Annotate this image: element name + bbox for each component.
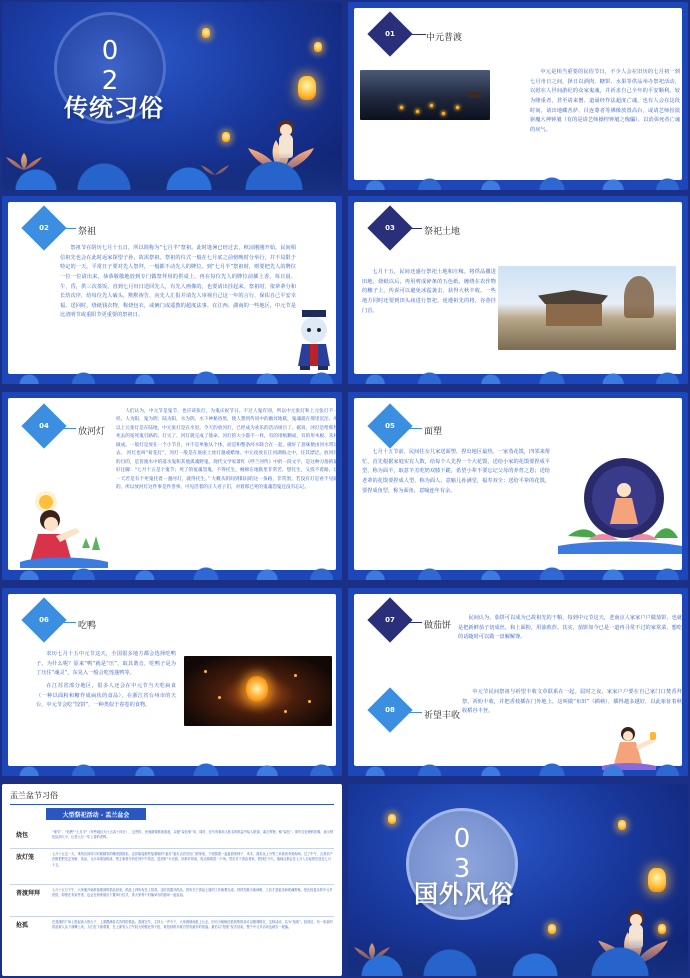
section-number-bottom: 2 <box>101 66 119 96</box>
body-text <box>362 448 550 570</box>
ghost-figure-icon <box>292 308 336 372</box>
slide-title: 中元普渡 <box>426 33 463 43</box>
title-underline <box>408 712 422 713</box>
lantern-icon <box>388 814 396 824</box>
body-text <box>36 650 176 766</box>
paragraph: 祭祖节在阴历七月十五日，所以简称为“七月半”祭祖。此时逢暑已经过去，秋凉刚刚开始。民间相信祖先也会在此时返家探望子孙，故需祭祖。祭祖的仪式一般在七月底之前傍晚时分举行，并不局限于特定的一天。平常日子要对先人祭拜，一般都不动先人的牌位。到“七月半”祭祖时，则要把先人的牌位一位一位请出来，恭恭敬敬地放到专门做祭拜用的供桌上，再在每位先人的牌位前插上香，每日晨、午、昏，供三次茶饭，直到七月卅日送回先人，有先人画像的，也要请出挂起来。祭祖时，依辈辈分和长幼次序，给每位先人磕头，默默祷告，向先人汇报并请先人审视自己这一年的言行，保佑自己平安幸福。送回时，烧纸钱衣物，称烧包衣，或俩门或遥教的超度法事。在江西、湖南的一些地区，中元节是比清明节或重阳节更重要的祭祖日。 <box>60 245 296 319</box>
badge-number: 04 <box>39 422 49 430</box>
slide-title: 吃鸭 <box>78 621 97 631</box>
wave-decoration <box>348 370 688 384</box>
lamp-dot <box>294 674 297 677</box>
slide-title: 祭祖 <box>78 227 97 237</box>
slide-panel <box>8 594 336 766</box>
lamp-dot <box>400 106 403 109</box>
slide-title: 做茄饼 <box>424 621 452 631</box>
title-underline <box>408 428 422 429</box>
slide-02[interactable] <box>2 196 342 384</box>
temple-photo <box>498 266 676 350</box>
wave-decoration <box>348 176 688 190</box>
wave-decoration <box>2 370 342 384</box>
table-row <box>10 852 334 884</box>
table-heading: 盂兰盆节习俗 <box>10 791 58 800</box>
body-text <box>530 68 680 178</box>
slide-title: 放河灯 <box>78 427 106 437</box>
slide-panel <box>354 398 682 570</box>
lamp-dot <box>456 106 459 109</box>
row-divider <box>10 848 334 849</box>
slide-panel <box>8 202 336 374</box>
title-underline <box>62 228 76 229</box>
row-divider <box>10 916 334 917</box>
slide-title: 祈望丰收 <box>424 711 461 721</box>
body-text <box>458 614 682 666</box>
slide-panel <box>354 594 682 766</box>
lamp-dot <box>416 110 419 113</box>
wave-decoration <box>348 566 688 580</box>
sky-lantern <box>246 676 268 702</box>
lamp-dot <box>442 112 445 115</box>
cloud-decoration <box>2 152 342 190</box>
badge-number: 01 <box>385 30 395 38</box>
section-number-top: 0 <box>453 824 471 854</box>
slide-05[interactable] <box>348 392 688 580</box>
paragraph: 中元是相当重要的民俗节日，不少人会在旧历的七月初一到七月卅日之间，择日以酒肉、糖饼、水果等供品举办祭祀活动，以慰在人世间游纪的众家鬼魂，并祈求自己全年的平安顺利。较为隆重者，甚至请来僧、道诵经作法超度亡魂。也有人会在这段时间，请出地藏菩萨、目连尊者等佛像放置高台，或请艺师扮演驱魔大神钟馗（有的是请艺师操控钟馗之傀儡），以消弭死者亡魂的戾气。 <box>530 69 680 133</box>
row-label: 放灯笼 <box>16 854 35 861</box>
row-divider <box>10 884 334 885</box>
wave-decoration <box>2 566 342 580</box>
title-underline <box>408 34 426 35</box>
badge-number: 02 <box>39 224 49 232</box>
slide-06[interactable] <box>2 588 342 776</box>
lamp-dot <box>430 104 433 107</box>
table-banner: 大型祭祀活动 - 盂兰盆会 <box>46 808 146 820</box>
wave-decoration <box>348 762 688 776</box>
paragraph: 农历七月十五中元节这天，全国很多地方都会选择吃鸭子。为什么呢？原来“鸭”就是“压”，取其谐音，吃鸭子是为了压住“魂灵”，东晃入一般会吃莲蓬鸭等。 <box>36 651 176 677</box>
lantern-icon <box>648 868 666 892</box>
slide-title: 面塑 <box>424 427 443 437</box>
temple-wall <box>546 304 602 326</box>
slide-panel <box>8 398 336 570</box>
badge-number: 05 <box>385 422 395 430</box>
slide-title: 祭祀土地 <box>424 227 461 237</box>
section-title: 国外风俗 <box>414 880 514 908</box>
slide-panel <box>354 202 682 374</box>
table-row <box>10 830 334 848</box>
ullambana-table-slide[interactable] <box>2 784 342 976</box>
body-text <box>60 244 296 372</box>
paragraph: 民间认为，茄饼可以成为已故祖先的干粮，每到中元节这天，老南京人家家户户做茄饼，也就是把新鲜茄子切成丝，和上面粉，用油煎炸。其实，茄饼如今已是一道再寻常不过的家常菜，想吃的话随时可以做一盘解解馋。 <box>458 615 682 641</box>
row-label: 烧包 <box>16 832 29 839</box>
body-text <box>116 408 338 570</box>
temple-roof <box>538 290 608 304</box>
slide-01[interactable] <box>348 2 688 190</box>
title-underline <box>62 428 76 429</box>
lantern-icon <box>314 42 322 52</box>
lamp-dot <box>284 710 287 713</box>
row-label: 普渡拜拜 <box>16 890 41 897</box>
boat-shape <box>468 92 482 98</box>
sky-lantern-photo <box>184 656 332 726</box>
lantern-icon <box>222 132 230 142</box>
row-text: 七月十五日下午，大家便开始准备要被的供品回来，供品上拜所有先上祭香。这时放置开供品，供有关于供品上面的工作就要完成，拜拜先敬天地神明，之后才是祖先和孤魂野鬼，是比较复杂的中元节民俗，即使在有条件者，也会在两家屋出下置举行仪式，供大家每个村落举办的道场一起参加。 <box>52 888 333 898</box>
cloud-decoration <box>348 938 688 976</box>
tree-shape <box>624 276 654 318</box>
slide-04[interactable] <box>2 392 342 580</box>
paragraph: 中元节民间祭祖与祈望丰收文草联系在一起。届时之夜，家家户户要在自己家门口焚香拜祭，祈盼丰收，并把香枝插在门外地上，这叫做“布田”（插秧），插得越多越好，以此象征着秋收稻谷丰登。 <box>462 689 682 715</box>
lantern-icon <box>618 820 626 830</box>
slide-panel <box>354 8 682 180</box>
moon-girl-icon <box>558 454 682 554</box>
body-text <box>362 268 496 372</box>
paragraph: 在江苏省部分地区，很多人还会在中元节当天吃扁食（一种以面粉和糖作成扁状的食品），在浙江省台州市的天台，中元节会吃“饺饼”，一种类似于春卷的食物。 <box>36 682 176 709</box>
badge-number: 03 <box>385 224 395 232</box>
cover-slide-03[interactable] <box>348 784 688 976</box>
lantern-icon <box>202 28 210 38</box>
paragraph: 七月十五，民间还盛行祭祀土地和庄稼。将供品撒进田地，烧纸以后，再用剪成碎条的五色纸，缠绕在农作物的穗子上。传说可以避免冰雹袭击，获得大秋丰收。一些地方同时还要到田头庙进行祭祀。逆遵祖先的将，谷巷挂门首。 <box>362 269 496 314</box>
wave-decoration <box>2 762 342 776</box>
table-row <box>10 920 334 968</box>
lantern-icon <box>548 924 556 934</box>
table-row <box>10 888 334 916</box>
lamp-dot <box>308 700 311 703</box>
slide-03[interactable] <box>348 196 688 384</box>
row-text: “鬼节”、“佑秧”“七月半”（有些地区为十五或十四日），这些时，民间最要都备准备，以便“烧包鬼”用，同时，在写有事用人姓名的纸袋中装入纸钱、素衣等物，称“烧包”。即作过处理的吃喝，表示焚化烧到大小，让老人行一年上香的老鸭。 <box>52 830 334 840</box>
row-text: 在普渡的广场上搭起高大的台子，上面摆满各式各样的供品。普渡完毕，主持人一声令下，大家刹那间抢上台去，因为当地相信抢到的供品可以避邪除灾，这种活动，名为“抢孤”。抢孤后，有一条条的供品被人从下面攀上来，人们在下面观看，在上面有人力气较大的强壮男子抢，谁抢到的多就自然有最多的祝福。最后以“抢孤”仪式结束，整个中元节活动也就告一段落。 <box>52 920 333 930</box>
badge-number: 08 <box>385 706 395 714</box>
river-lantern-photo <box>360 70 490 120</box>
slide-07-08[interactable] <box>348 588 688 776</box>
badge-number: 07 <box>385 616 395 624</box>
heading-rule <box>10 804 334 805</box>
lamp-dot <box>218 696 221 699</box>
badge-number: 06 <box>39 616 49 624</box>
section-title: 传统习俗 <box>64 94 164 122</box>
title-underline <box>408 228 422 229</box>
lantern-icon <box>298 76 316 100</box>
section-number-top: 0 <box>101 36 119 66</box>
paragraph: 七月十五节前，民间往女儿家送面塑，捏出地区最热。一家蒸花馍，四邻来帮忙，首先根据家庭实有人数，给每个人先捏一个大花馍，送给小家的花馍要捏成平型，称为面羊，取意羊羔吃奶双膝下跪，希望小辈不要忘记父母的养育之恩；送给老辈的花馍要捏成人型，称为面人，意喻儿孙满堂，福寿双全；送给平辈的花馍，要捏成鱼型，称为面鱼，意喻连年有余。 <box>362 449 550 494</box>
row-label: 抢孤 <box>16 922 29 929</box>
paragraph: 人们认为，中元节是鬼节，也应该张灯，为鬼庆祝节日。不过人鬼有别，所以中元张灯和上元张灯不一样。人为阳，鬼为阴；陆为阳，水为阴。水下神秘昏黑，使人想到传说中的幽冥地狱，鬼魂就在那里沉沦。所以上元张灯是在陆地，中元张灯是在水里。今天的放河灯，已经成为欢乐的活动项目了。据说，河灯是给那些死去的冤死鬼引路的。灯灭了，河灯就完成了使命。河灯的大小都不一样，有的用纸糊成，有的用木板、禾秆做成。一般灯是放在一个小节目，并不是单独从个体，而是和整条河水联合在一起，做好了意味便由河水带过去。 河灯也叫“荷花灯”，河灯一般是在底座上放灯盏或蜡烛，中元夜放在江河湖海之中，任其漂泛。放河灯的目的，是普渡水中的落水鬼和其他孤魂野鬼。现代文学家萧红《呼兰河传》中的一段文字，是这种习俗的最好注脚：“七月十五是个鬼节；死了的冤魂怨鬼，不得托生，缠绵在地狱里非常苦，想托生，又找不着路。这一天若是有个死鬼托着一盏河灯，就得托生。” 大概从阴间到阳间的这一条路，非常黑，若没有灯是看不见路的。所以放河灯这件事是件善事。可见活着的正人君子们，对着那已死的鬼魂怨鬼还没有忘记。 <box>116 409 338 491</box>
lamp-dot <box>204 670 207 673</box>
title-underline <box>408 622 422 623</box>
row-text: 七月十五这一天，乘风后到村口时候精彩的精美挑挑彩。这祥能接那些接着暗的“祖灯”祖灯点亮后出门到家里，下面按着一盘盘面来林子、米木、面类从上分等三米高贵伞到现场。过了中午，吉者乐户在相把把先定发暗、条品、元丰阜重加根成、把主事者分份在回中午将近，送到好“火光面，好都对祭桌，再点缀着香一下场，然后对下香由者家。把到在今天，谐地点都会在七月入日起把后放在七月十五。 <box>52 852 333 867</box>
title-underline <box>62 622 76 623</box>
section-number-bottom: 3 <box>453 854 471 884</box>
girl-with-lantern-icon <box>16 478 112 568</box>
cover-slide-02[interactable] <box>2 2 342 190</box>
